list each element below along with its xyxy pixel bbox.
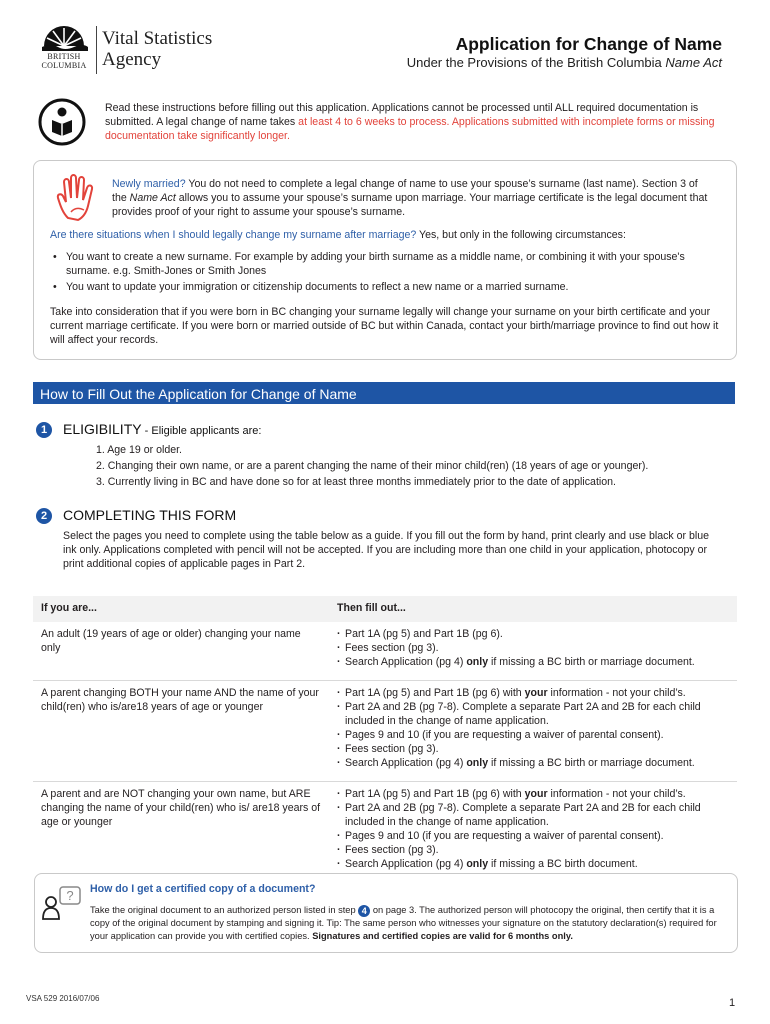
list-item: · Part 2A and 2B (pg 7-8). Complete a separate Part 2A and 2B for each child included in the change of name application.	[337, 802, 729, 830]
part1-bold: your	[524, 686, 548, 699]
section-heading	[33, 382, 735, 404]
list-item: 3. Currently living in BC and have done so for at least three months immediately prior to the date of application.	[96, 475, 616, 488]
notice-bullets	[50, 251, 730, 297]
list-item: 1. Age 19 or older.	[96, 444, 182, 456]
page-list	[337, 687, 729, 771]
table-cell: An adult (19 years of age or older) changing your name only	[41, 628, 301, 654]
intro-text	[105, 102, 730, 144]
completing-paragraph: Select the pages you need to complete using the table below as a guide. If you fill out the form by hand, print clearly and use black or blue ink only. Applications completed with pencil will not be accepted. If you are including more than one child in your application, photocopy or print additional copies of applicable pages in Part 2.	[63, 530, 710, 570]
search-bold: only	[466, 655, 489, 668]
notice-act: Name Act	[129, 191, 176, 204]
certified-copy-text	[90, 904, 726, 943]
notice-question-text: Are there situations when I should legally change my surname after marriage?	[50, 229, 417, 241]
list-item	[337, 656, 729, 670]
logo-agency-name	[102, 28, 212, 70]
search-bold: only	[466, 756, 489, 769]
pages-guide-table	[33, 596, 737, 882]
step-1-title	[63, 420, 261, 439]
page-subtitle	[407, 54, 722, 71]
subtitle-act: Name Act	[665, 55, 722, 70]
certified-text-2: on page 3. The authorized person will photocopy the original, then certify that it is a copy of the original document by stamping and signing it. Tip: The same person who witnesses your signature on the statutory declaration(s) required for your application can provide you with certified copies.	[90, 905, 717, 941]
notice-text-1: You do not need to complete a legal change of name to use your spouse’s surname (last name). Section 3 of the	[112, 178, 698, 204]
form-id: VSA 529 2016/07/06	[26, 994, 100, 1003]
page-title: Application for Change of Name	[455, 34, 722, 54]
part1-pre: Part 1A (pg 5) and Part 1B (pg 6) with	[345, 787, 525, 800]
certified-copy-title: How do I get a certified copy of a document?	[90, 883, 316, 895]
list-item: · Part 1A (pg 5) and Part 1B (pg 6).	[337, 628, 729, 642]
column-header: If you are...	[33, 596, 329, 622]
search-post: if missing a BC birth or marriage document.	[488, 756, 695, 769]
subtitle-prefix: Under the Provisions of the British Columbia	[406, 55, 666, 70]
table-cell	[329, 680, 737, 781]
list-item: 2. Changing their own name, or are a parent changing the name of their minor child(ren) (18 years of age or younger).	[96, 459, 649, 472]
table-row	[33, 781, 737, 881]
part1-post: information - not your child’s.	[547, 787, 686, 800]
eligibility-list	[96, 444, 648, 492]
list-item: · Fees section (pg 3).	[337, 743, 729, 757]
agency-logo	[38, 22, 238, 76]
table-row	[33, 680, 737, 781]
bc-sun-crest-icon	[38, 22, 90, 52]
list-item: · Fees section (pg 3).	[337, 642, 729, 656]
step-1-number: 1	[36, 422, 52, 438]
list-item: • You want to create a new surname. For example by adding your birth surname as a middle name, or combining it with your spouse's surname. e.g. Smith-Jones or Smith Jones	[50, 251, 730, 279]
notice-question	[50, 229, 730, 243]
notice-intro	[112, 178, 712, 220]
page-number: 1	[729, 997, 736, 1009]
section-heading-text: How to Fill Out the Application for Change of Name	[40, 386, 357, 402]
logo-agency-line2: Agency	[102, 49, 162, 70]
step-4-reference: 4	[358, 905, 370, 917]
list-item	[337, 687, 729, 701]
list-item: · Part 2A and 2B (pg 7-8). Complete a separate Part 2A and 2B for each child included in the change of name application.	[337, 701, 729, 729]
notice-question-answer: Yes, but only in the following circumstances:	[416, 229, 626, 241]
certified-text-1: Take the original document to an authorized person listed in step	[90, 905, 359, 915]
logo-divider	[96, 26, 97, 74]
notice-lead: Newly married?	[112, 178, 186, 190]
part1-pre: Part 1A (pg 5) and Part 1B (pg 6) with	[345, 686, 525, 699]
page-list	[337, 788, 729, 872]
stop-hand-icon	[54, 172, 100, 224]
list-item: · Pages 9 and 10 (if you are requesting a waiver of parental consent).	[337, 729, 729, 743]
search-pre: Search Application (pg 4)	[345, 857, 467, 870]
column-header: Then fill out...	[329, 596, 737, 622]
table-cell	[329, 622, 737, 680]
intro-text-1: Read these instructions before filling out this application. Applications cannot be processed until ALL required documentation is submitted. A legal change of name takes	[105, 102, 699, 128]
notice-paragraph: Take into consideration that if you were born in BC changing your surname legally will change your surname on your birth certificate and your current marriage certificate. If you were born or married outside of BC but within Canada, contact your birth/marriage province to find out how it will affect your records.	[50, 306, 719, 346]
list-item	[337, 788, 729, 802]
search-pre: Search Application (pg 4)	[345, 655, 467, 668]
part1-bold: your	[524, 787, 548, 800]
reading-person-icon	[38, 98, 86, 146]
page-list	[337, 628, 729, 670]
list-item: · Fees section (pg 3).	[337, 844, 729, 858]
search-pre: Search Application (pg 4)	[345, 756, 467, 769]
table-header-row	[33, 596, 737, 622]
notice-text-2: allows you to assume your spouse’s surname upon marriage. Your marriage certificate is the legal document that provides proof of your right to assume your spouse’s surname.	[112, 191, 708, 218]
list-item: • You want to update your immigration or citizenship documents to reflect a new name or a married surname.	[50, 281, 730, 295]
step-1-title-text: ELIGIBILITY	[63, 421, 142, 437]
table-cell	[329, 781, 737, 881]
table-cell: A parent and are NOT changing your own name, but ARE changing the name of your child(ren) who is/ are18 years of age or younger	[33, 781, 329, 881]
table-row	[33, 622, 737, 680]
list-item	[337, 757, 729, 771]
logo-province: BRITISH COLUMBIA	[41, 52, 87, 70]
step-2-number: 2	[36, 508, 52, 524]
part1-post: information - not your child’s.	[547, 686, 686, 699]
certified-text-bold: Signatures and certified copies are valid for 6 months only.	[312, 930, 573, 941]
logo-agency-line1: Vital Statistics	[102, 28, 213, 49]
table-cell: A parent changing BOTH your name AND the name of your child(ren) who is/are18 years of age or younger	[33, 680, 329, 781]
list-item: · Pages 9 and 10 (if you are requesting a waiver of parental consent).	[337, 830, 729, 844]
step-1-subtitle: - Eligible applicants are:	[141, 425, 262, 437]
svg-text:?: ?	[66, 888, 74, 903]
step-2-title: COMPLETING THIS FORM	[63, 507, 237, 523]
list-item	[337, 858, 729, 872]
search-post: if missing a BC birth or marriage document.	[488, 655, 695, 668]
search-bold: only	[466, 857, 489, 870]
search-post: if missing a BC birth document.	[488, 857, 638, 870]
intro-warning: at least 4 to 6 weeks to process. Applications submitted with incomplete forms or missing documentation take significantly longer.	[105, 115, 715, 142]
help-question-icon	[42, 885, 82, 921]
